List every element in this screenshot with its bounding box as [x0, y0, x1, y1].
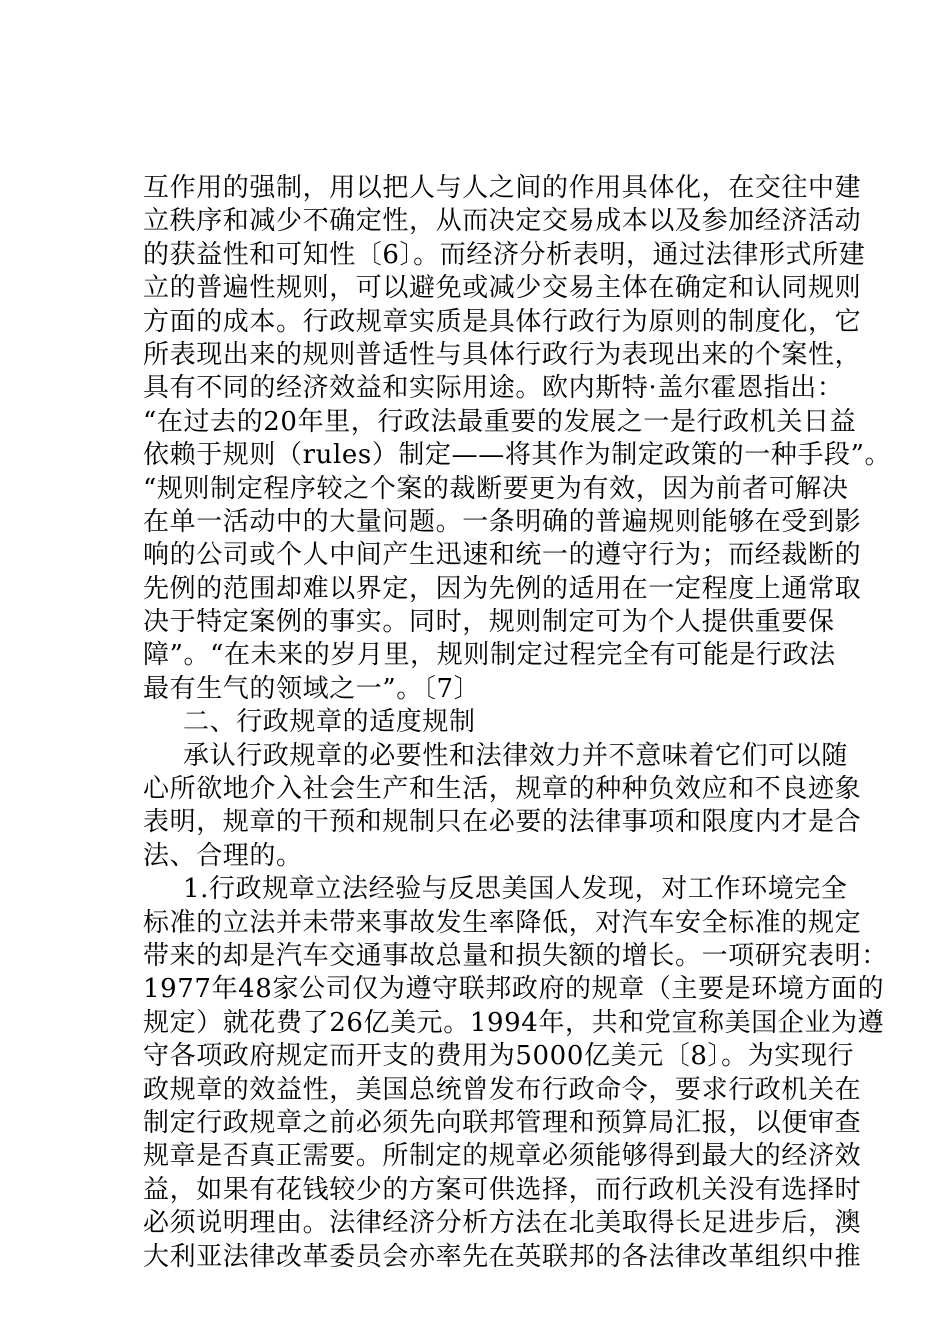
- text-line: 规章是否真正需要。所制定的规章必须能够得到最大的经济效: [143, 1141, 862, 1172]
- text-line: 标准的立法并未带来事故发生率降低，对汽车安全标准的规定: [143, 907, 862, 938]
- text-line: 具有不同的经济效益和实际用途。欧内斯特·盖尔霍恩指出：: [143, 373, 844, 404]
- body-text: [143, 172, 892, 1274]
- text-line: 益，如果有花钱较少的方案可供选择，而行政机关没有选择时: [143, 1174, 862, 1205]
- text-line: 障”。“在未来的岁月里，规则制定过程完全有可能是行政法: [143, 640, 836, 671]
- text-line: “在过去的20年里，行政法最重要的发展之一是行政机关日益: [143, 406, 857, 437]
- text-line: 互作用的强制，用以把人与人之间的作用具体化，在交往中建: [143, 173, 862, 203]
- text-line: “规则制定程序较之个案的裁断要更为有效，因为前者可解决: [143, 473, 849, 504]
- text-line: 依赖于规则（rules）制定——将其作为制定政策的一种手段”。: [143, 440, 892, 471]
- text-line: 带来的却是汽车交通事故总量和损失额的增长。一项研究表明：: [143, 940, 888, 971]
- text-line: 的获益性和可知性〔6〕。而经济分析表明，通过法律形式所建: [143, 239, 866, 270]
- text-line: 所表现出来的规则普适性与具体行政行为表现出来的个案性，: [143, 339, 862, 370]
- text-line: 立秩序和减少不确定性，从而决定交易成本以及参加经济活动: [143, 206, 862, 237]
- text-line: 法、合理的。: [143, 840, 303, 871]
- text-line: 表明，规章的干预和规制只在必要的法律事项和限度内才是合: [143, 807, 862, 838]
- text-line: 在单一活动中的大量问题。一条明确的普遍规则能够在受到影: [143, 506, 862, 537]
- text-line: 承认行政规章的必要性和法律效力并不意味着它们可以随: [183, 740, 849, 771]
- text-line: 1.行政规章立法经验与反思美国人发现，对工作环境完全: [183, 874, 848, 905]
- text-line: 心所欲地介入社会生产和生活，规章的种种负效应和不良迹象: [143, 774, 862, 805]
- text-line: 规定）就花费了26亿美元。1994年，共和党宣称美国企业为遵: [143, 1007, 885, 1038]
- text-line: 政规章的效益性，美国总统曾发布行政命令，要求行政机关在: [143, 1074, 862, 1105]
- text-line: 决于特定案例的事实。同时，规则制定可为个人提供重要保: [143, 607, 835, 638]
- text-line: 最有生气的领域之一”。〔7〕: [143, 673, 481, 704]
- text-line: 响的公司或个人中间产生迅速和统一的遵守行为；而经裁断的: [143, 540, 862, 571]
- text-line: 立的普遍性规则，可以避免或减少交易主体在确定和认同规则: [143, 273, 862, 304]
- text-line: 大利亚法律改革委员会亦率先在英联邦的各法律改革组织中推: [143, 1241, 862, 1272]
- text-line: 1977年48家公司仅为遵守联邦政府的规章（主要是环境方面的: [143, 974, 885, 1005]
- text-line: 必须说明理由。法律经济分析方法在北美取得长足进步后，澳: [143, 1208, 862, 1239]
- text-line: 先例的范围却难以界定，因为先例的适用在一定程度上通常取: [143, 573, 862, 604]
- text-line: 守各项政府规定而开支的费用为5000亿美元〔8〕。为实现行: [143, 1041, 855, 1072]
- text-line: 方面的成本。行政规章实质是具体行政行为原则的制度化，它: [143, 306, 862, 337]
- section-heading: 二、行政规章的适度规制: [183, 707, 476, 738]
- text-line: 制定行政规章之前必须先向联邦管理和预算局汇报，以便审查: [143, 1107, 862, 1138]
